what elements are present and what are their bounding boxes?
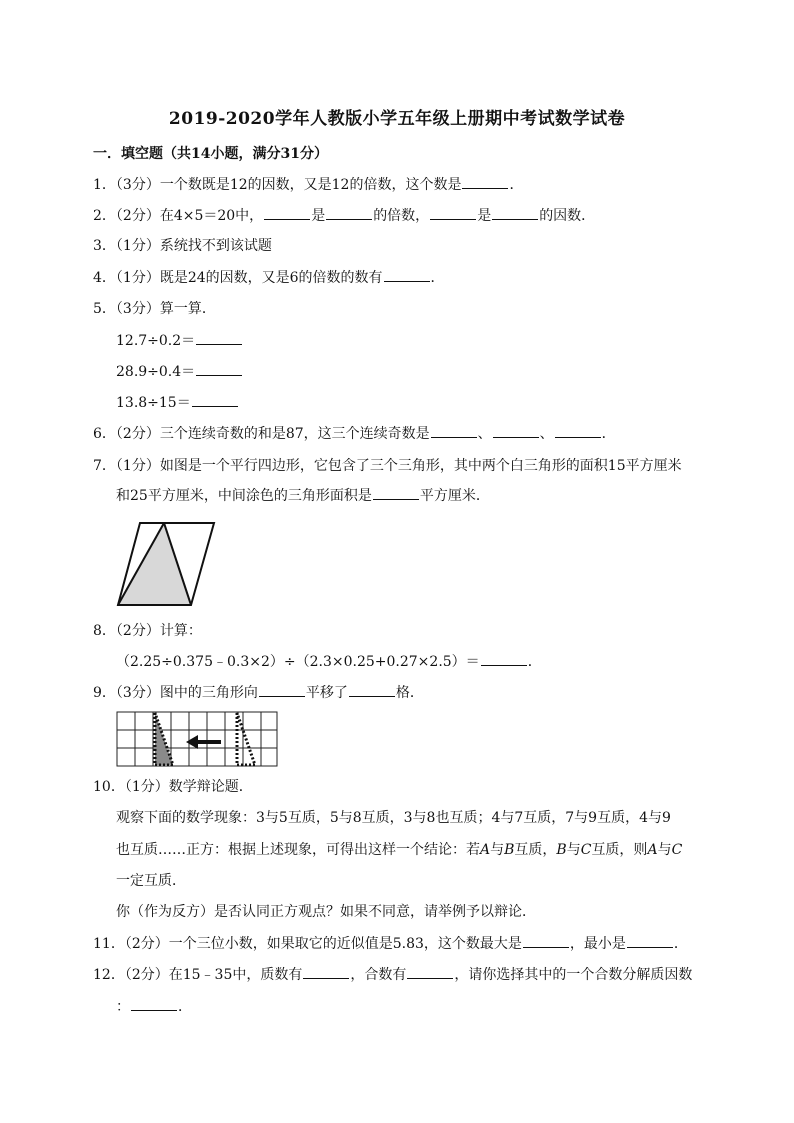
question-7-line-1: 7．（1分）如图是一个平行四边形，它包含了三个三角形，其中两个白三角形的面积15平方厘米 xyxy=(93,458,682,474)
answer-blank[interactable] xyxy=(373,486,419,500)
answer-blank[interactable] xyxy=(430,206,476,220)
question-7-line-2: 和25平方厘米，中间涂色的三角形面积是 平方厘米． xyxy=(116,488,490,504)
answer-blank[interactable] xyxy=(481,652,527,666)
answer-blank[interactable] xyxy=(131,997,177,1011)
question-9: 9．（3分）图中的三角形向 平移了 格． xyxy=(93,685,424,701)
question-1: 1．（3分）一个数既是12的因数，又是12的倍数，这个数是 ． xyxy=(93,177,524,193)
answer-blank[interactable] xyxy=(462,175,508,189)
answer-blank[interactable] xyxy=(349,683,395,697)
answer-blank[interactable] xyxy=(384,268,430,282)
q10-line-2: 也互质……正方：根据上述现象，可得出这样一个结论：若A与B互质，B与C互质，则A与C xyxy=(116,842,683,858)
q5-expr-2: 28.9÷0.4＝ xyxy=(116,362,243,382)
question-2: 2．（2分）在4×5＝20中， 是 的倍数， 是 的因数． xyxy=(93,208,596,224)
question-6: 6．（2分）三个连续奇数的和是87，这三个连续奇数是 、 、 ． xyxy=(93,426,616,442)
answer-blank[interactable] xyxy=(407,965,453,979)
question-4: 4．（1分）既是24的因数，又是6的倍数的数有 ． xyxy=(93,270,445,286)
answer-blank[interactable] xyxy=(259,683,305,697)
answer-blank[interactable] xyxy=(555,424,601,438)
q8-expression: （2.25÷0.375﹣0.3×2）÷（2.3×0.25+0.27×2.5）＝ ． xyxy=(116,654,542,670)
exam-title: 2019-2020学年人教版小学五年级上册期中考试数学试卷 xyxy=(168,109,626,129)
answer-blank[interactable] xyxy=(493,424,539,438)
parallelogram-figure xyxy=(116,519,216,609)
answer-blank[interactable] xyxy=(303,965,349,979)
question-11: 11．（2分）一个三位小数，如果取它的近似值是5.83，这个数最大是 ，最小是 ． xyxy=(93,936,688,952)
q10-line-3: 一定互质． xyxy=(116,873,186,889)
answer-blank[interactable] xyxy=(523,934,569,948)
q10-line-1: 观察下面的数学现象：3与5互质，5与8互质，3与8也互质；4与7互质，7与9互质，4与9 xyxy=(116,810,671,826)
answer-blank[interactable] xyxy=(196,362,242,376)
q12-line-2: ： ． xyxy=(116,999,192,1015)
question-5: 5．（3分）算一算． xyxy=(93,301,216,317)
answer-blank[interactable] xyxy=(431,424,477,438)
question-12: 12．（2分）在15﹣35中，质数有 ，合数有 ，请你选择其中的一个合数分解质因数 xyxy=(93,967,693,983)
section-heading: 一．填空题（共14小题，满分31分） xyxy=(93,146,328,162)
answer-blank[interactable] xyxy=(492,206,538,220)
q5-expr-1: 12.7÷0.2＝ xyxy=(116,331,243,351)
answer-blank[interactable] xyxy=(264,206,310,220)
q5-expr-3: 13.8÷15＝ xyxy=(116,393,239,413)
answer-blank[interactable] xyxy=(196,331,242,345)
q10-line-4: 你（作为反方）是否认同正方观点？如果不同意，请举例予以辩论． xyxy=(116,904,536,920)
answer-blank[interactable] xyxy=(192,393,238,407)
question-3: 3．（1分）系统找不到该试题 xyxy=(93,238,272,254)
answer-blank[interactable] xyxy=(326,206,372,220)
answer-blank[interactable] xyxy=(627,934,673,948)
question-8: 8．（2分）计算： xyxy=(93,623,202,639)
q1-text: 1．（3分）一个数既是12的因数，又是12的倍数，这个数是 xyxy=(93,177,462,193)
grid-translation-figure xyxy=(116,711,280,769)
question-10: 10．（1分）数学辩论题． xyxy=(93,779,253,795)
